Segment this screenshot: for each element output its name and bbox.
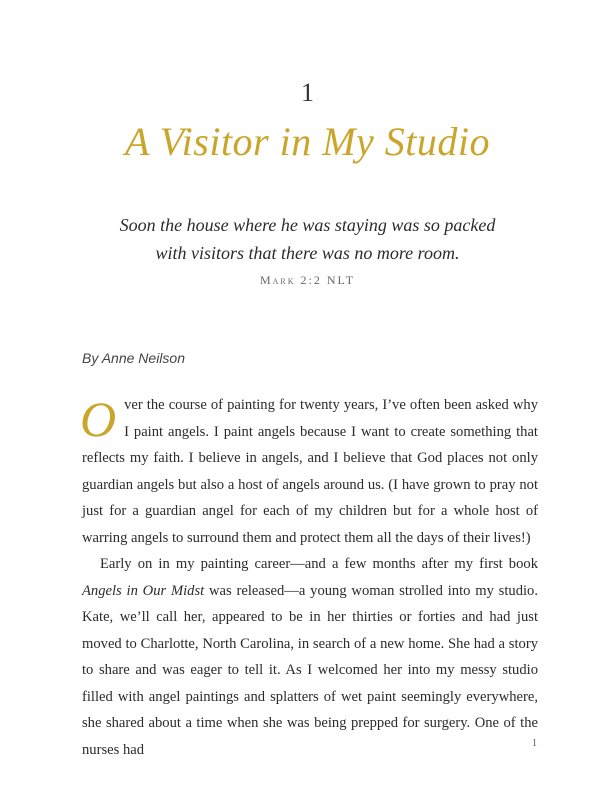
paragraph-2-start: Early on in my painting career—and a few months after my first book <box>100 556 538 572</box>
paragraph-2 <box>82 551 538 763</box>
drop-cap: O <box>80 391 117 447</box>
byline: By Anne Neilson <box>82 350 185 366</box>
epigraph-citation: Mark 2:2 NLT <box>259 273 356 287</box>
chapter-title: A Visitor in My Studio <box>124 119 491 164</box>
paragraph-1-text: ver the course of painting for twenty years, I’ve often been asked why I paint angels. I paint angels because I want to create something that reflects my faith. I believe in angels, and I believe that God places not only guardian angels but also a host of angels around us. (I have grown to pray not just for a guardian angel for each of my children but for a whole host of warring angels to surround them and protect them all the days of their lives!) <box>82 397 538 546</box>
epigraph <box>60 211 555 267</box>
paragraph-1 <box>82 392 538 551</box>
page-number: 1 <box>532 738 537 749</box>
epigraph-line-2: with visitors that there was no more room. <box>155 243 460 263</box>
book-title: Angels in Our Midst <box>82 582 205 599</box>
paragraph-2-end: was released—a young woman strolled into my studio. Kate, we’ll call her, appeared to be in her thirties or forties and had just moved to Charlotte, North Carolina, in search of a new home. She had a story to share and was eager to tell it. As I welcomed her into my messy studio filled with angel paintings and splatters of wet paint seemingly everywhere, she shared about a time when she was being prepped for surgery. One of the nurses had <box>82 582 538 758</box>
chapter-number: 1 <box>301 78 314 107</box>
epigraph-line-1: Soon the house where he was staying was so packed <box>119 215 496 235</box>
body-text <box>82 392 538 763</box>
